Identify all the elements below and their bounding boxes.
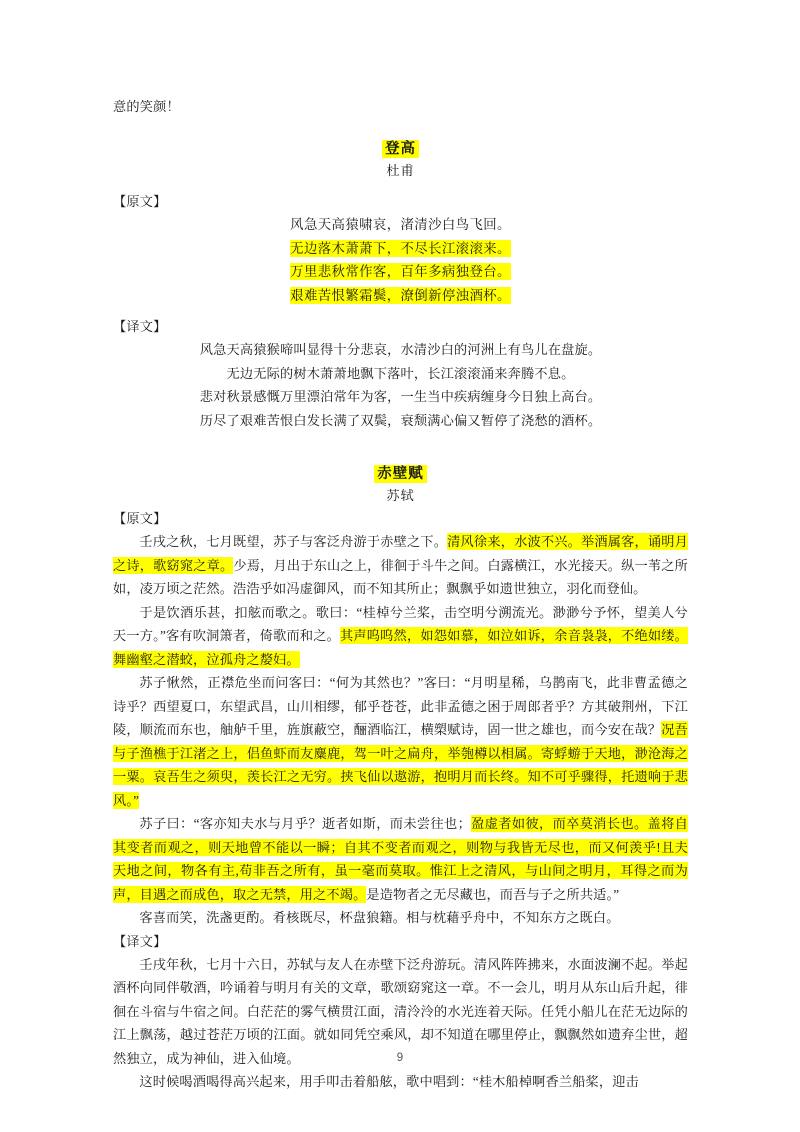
prose-run: 苏子曰：“客亦知夫水与月乎？逝者如斯，而未尝往也； (139, 816, 471, 831)
spacer (113, 118, 688, 138)
prose-paragraph: 壬戌年秋，七月十六日，苏轼与友人在赤壁下泛舟游玩。清风阵阵拂来，水面波澜不起。举起酒杯向同伴敬酒，吟诵着与明月有关的文章，歌颂窈窕这一章。不一会儿，明月从东山后升起，徘徊在斗宿与牛宿之间。白茫茫的雾气横贯江面，清泠泠的水光连着天际。任凭小船儿在茫无边际的江上飘荡，越过苍茫万顷的江面。就如同凭空乘风，却不知道在哪里停止，飘飘然如遗弃尘世，超然独立，成为神仙，进入仙境。 (113, 956, 688, 1066)
poem2-original-body (113, 530, 688, 930)
poem2-translation-body (113, 953, 688, 1094)
prose-run: 苏子愀然，正襟危坐而问客曰：“何为其然也？”客曰：“月明星稀，乌鹊南飞，此非曹孟德之诗乎？西望夏口，东望武昌，山川相缪，郁乎苍苍，此非孟德之困于周郎者乎？方其破荆州，下江陵，顺流而东也，舳舻千里，旌旗蔽空，酾酒临江，横槊赋诗，固一世之雄也，而今安在哉？ (113, 675, 688, 737)
poem1-translation-label: 【译文】 (113, 319, 167, 334)
poem2-title (113, 463, 688, 485)
poem1-original-verses (113, 213, 688, 307)
translation-line: 悲对秋景感慨万里漂泊常年为客，一生当中疾病缠身今日独上高台。 (199, 389, 602, 404)
poem1-title (113, 138, 688, 160)
verse-text: 无边落木萧萧下，不尽长江滚滚来。 (290, 240, 511, 256)
poem1-author: 杜甫 (386, 163, 415, 178)
page-content (113, 96, 688, 1094)
spacer (113, 307, 688, 315)
prose-paragraph (113, 530, 688, 601)
prose-run-highlighted: 况吾与子渔樵于江渚之上，侣鱼虾而友麋鹿，驾一叶之扁舟，举匏樽以相属。寄蜉蝣于天地，渺沧海之一粟。哀吾生之须臾，羡长江之无穷。挟飞仙以遨游，抱明月而长终。知不可乎骤得，托遗响于悲风。” (113, 722, 688, 808)
prose-run-highlighted: 其声呜呜然，如怨如慕，如泣如诉，余音袅袅，不绝如缕。舞幽壑之潜蛟，泣孤舟之嫠妇。 (113, 628, 688, 667)
poem2-author: 苏轼 (386, 488, 415, 503)
verse-text: 风急天高猿啸哀，渚清沙白鸟飞回。 (290, 217, 511, 232)
verse-line (113, 284, 688, 308)
poem2-title-text: 赤壁赋 (374, 465, 427, 483)
poem2-translation-label: 【译文】 (113, 933, 167, 949)
verse-line (113, 213, 688, 237)
spacer (113, 432, 688, 463)
poem1-original-label: 【原文】 (113, 194, 167, 209)
prose-paragraph (113, 812, 688, 906)
verse-text: 艰难苦恨繁霜鬓，潦倒新停浊酒杯。 (290, 287, 511, 303)
prose-paragraph (113, 601, 688, 672)
translation-line: 历尽了艰难苦恨白发长满了双鬓，衰颓满心偏又暂停了浇愁的酒杯。 (199, 412, 602, 428)
prose-run-highlighted: 清风徐来，水波不兴。举酒属客，诵明月之诗，歌窈窕之章。 (113, 534, 688, 573)
translation-line: 风急天高猿猴啼叫显得十分悲哀，水清沙白的河洲上有鸟儿在盘旋。 (199, 342, 602, 357)
poem1-translation-lines (113, 338, 688, 432)
prose-paragraph (113, 671, 688, 812)
prose-paragraph (113, 906, 688, 930)
prose-run: 壬戌之秋，七月既望，苏子与客泛舟游于赤壁之下。 (139, 534, 448, 549)
spacer (113, 182, 688, 190)
translation-line: 无边无际的树木萧萧地飘下落叶，长江滚滚涌来奔腾不息。 (226, 365, 575, 381)
prose-run: 少焉，月出于东山之上，徘徊于斗牛之间。白露横江，水光接天。纵一苇之所如，凌万顷之茫然。浩浩乎如冯虚御风，而不知其所止；飘飘乎如遗世独立，羽化而登仙。 (113, 557, 688, 596)
prose-paragraph: 这时候喝酒喝得高兴起来，用手叩击着船舷，歌中唱到：“桂木船棹啊香兰船桨，迎击 (139, 1074, 639, 1089)
verse-line (113, 237, 688, 261)
prose-run: 客喜而笑，洗盏更酌。肴核既尽，杯盘狼籍。相与枕藉乎舟中，不知东方之既白。 (139, 910, 620, 925)
verse-line (113, 260, 688, 284)
prose-run: 是造物者之无尽藏也，而吾与子之所共适。” (366, 886, 620, 902)
page-number: 9 (396, 1052, 404, 1064)
verse-text: 万里悲秋常作客，百年多病独登台。 (290, 264, 511, 279)
carryover-line: 意的笑颜！ (113, 99, 180, 114)
poem1-title-text: 登高 (382, 140, 419, 158)
poem2-original-label: 【原文】 (113, 511, 167, 526)
prose-run: 于是饮酒乐甚，扣舷而歌之。歌曰：“桂棹兮兰桨，击空明兮溯流光。渺渺兮予怀，望美人兮天一方。”客有吹洞箫者，倚歌而和之。 (113, 604, 688, 643)
prose-run-highlighted: 盈虚者如彼，而卒莫消长也。盖将自其变者而观之，则天地曾不能以一瞬；自其不变者而观之，则物与我皆无尽也，而又何羡乎!且夫天地之间，物各有主,苟非吾之所有，虽一毫而莫取。惟江上之清风，与山间之明月，耳得之而为声，目遇之而成色，取之无禁，用之不竭。 (113, 816, 688, 902)
